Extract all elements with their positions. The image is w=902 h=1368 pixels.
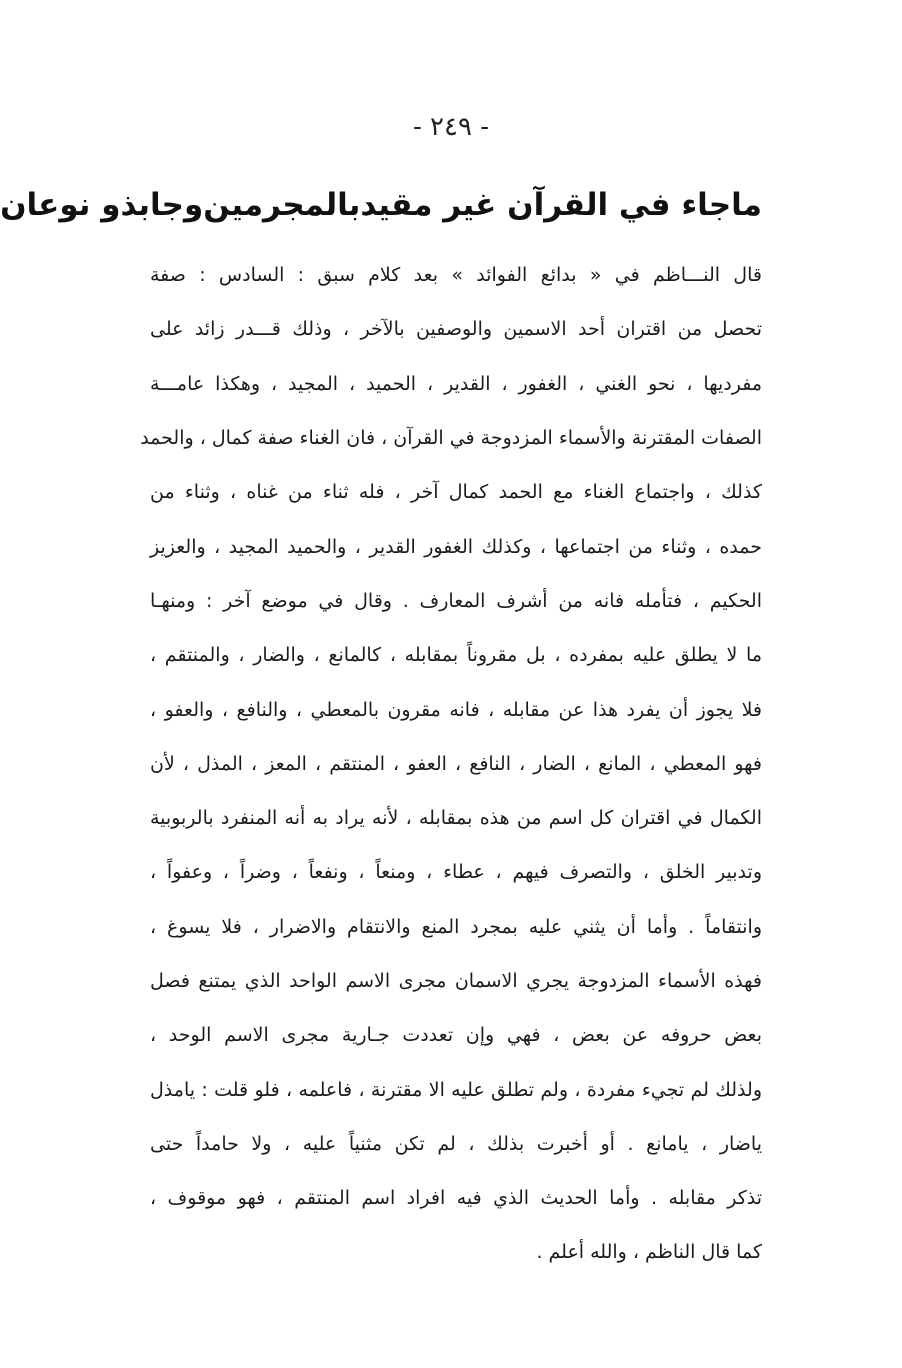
- text-line: بعض حروفه عن بعض ، فهي وإن تعددت جـارية مجرى الاسم الوحد ،: [150, 1024, 762, 1047]
- heading-part-3: وجابذو نوعان: [0, 187, 204, 223]
- text-line: فهو المعطي ، المانع ، الضار ، النافع ، العفو ، المنتقم ، المعز ، المذل ، لأن: [150, 752, 762, 775]
- text-line: ولذلك لم تجيء مفردة ، ولم تطلق عليه الا مقترنة ، فاعلمه ، فلو قلت : يامذل: [150, 1078, 762, 1101]
- text-line: تحصل من اقتران أحد الاسمين والوصفين بالآخر ، وذلك قـــدر زائد على: [150, 318, 762, 341]
- text-line: مفرديها ، نحو الغني ، الغفور ، القدير ، الحميد ، المجيد ، وهكذا عامـــة: [150, 372, 762, 395]
- text-line: الصفات المقترنة والأسماء المزدوجة في القرآن ، فان الغناء صفة كمال ، والحمد: [140, 427, 762, 450]
- text-line: وتدبير الخلق ، والتصرف فيهم ، عطاء ، ومنعاً ، ونفعاً ، وضراً ، وعفواً ،: [150, 861, 762, 884]
- section-heading: [0, 180, 762, 230]
- text-line: ما لا يطلق عليه بمفرده ، بل مقروناً بمقابله ، كالمانع ، والضار ، والمنتقم ،: [150, 644, 762, 667]
- text-line: فلا يجوز أن يفرد هذا عن مقابله ، فانه مقرون بالمعطي ، والنافع ، والعفو ،: [150, 698, 762, 721]
- text-line: حمده ، وثناء من اجتماعها ، وكذلك الغفور القدير ، والحميد المجيد ، والعزيز: [150, 535, 762, 558]
- text-line: الحكيم ، فتأمله فانه من أشرف المعارف . وقال في موضع آخر : ومنهـا: [150, 589, 762, 612]
- body-text: [140, 248, 762, 1280]
- text-line: كذلك ، واجتماع الغناء مع الحمد كمال آخر ، فله ثناء من غناه ، وثناء من: [150, 481, 762, 504]
- text-line: ياضار ، يامانع . أو أخبرت بذلك ، لم تكن مثنياً عليه ، ولا حامداً حتى: [150, 1132, 762, 1155]
- page-number: - ٢٤٩ -: [412, 112, 490, 142]
- text-line: كما قال الناظم ، والله أعلم .: [536, 1241, 762, 1264]
- text-line: قال النـــاظم في « بدائع الفوائد » بعد كلام سبق : السادس : صفة: [150, 264, 762, 287]
- text-line: الكمال في اقتران كل اسم من هذه بمقابله ، لأنه يراد به أنه المنفرد بالربوبية: [150, 807, 762, 830]
- text-line: فهذه الأسماء المزدوجة يجري الاسمان مجرى الاسم الواحد الذي يمتنع فصل: [150, 970, 762, 992]
- heading-part-1: ماجاء في القرآن غير مقيد: [360, 187, 762, 223]
- heading-part-2: بالمجرمين: [203, 187, 361, 223]
- text-line: وانتقاماً . وأما أن يثني عليه بمجرد المنع والانتقام والاضرار ، فلا يسوغ ،: [150, 915, 762, 938]
- text-line: تذكر مقابله . وأما الحديث الذي فيه افراد اسم المنتقم ، فهو موقوف ،: [150, 1187, 762, 1210]
